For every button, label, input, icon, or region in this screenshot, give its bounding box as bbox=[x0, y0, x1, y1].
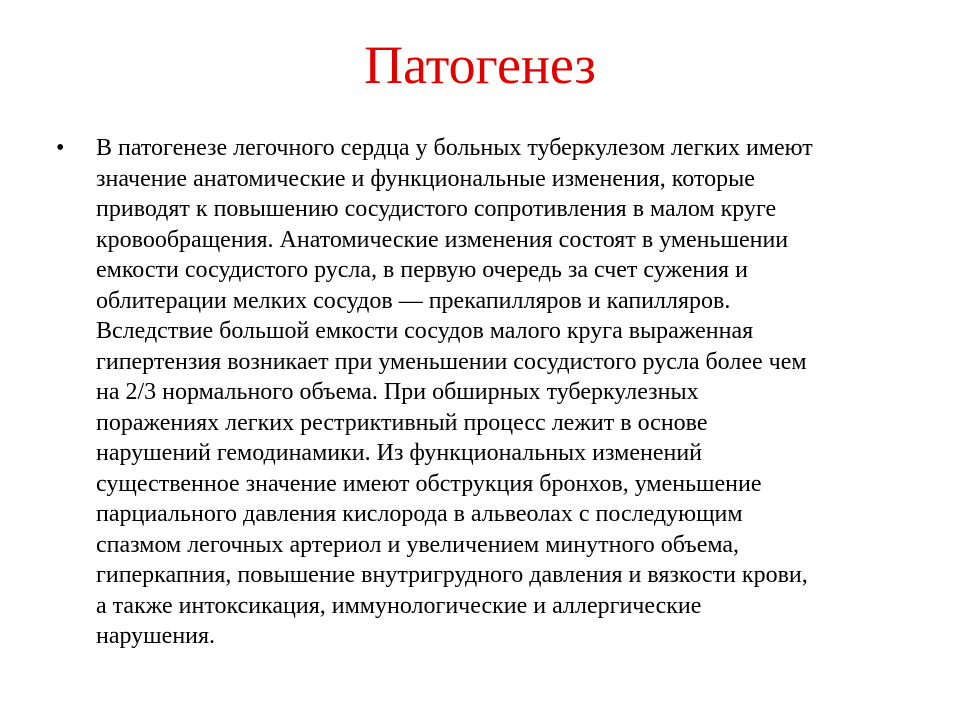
bullet-item bbox=[56, 133, 896, 652]
paragraph-line: приводят к повышению сосудистого сопротивления в малом круге bbox=[96, 196, 777, 222]
paragraph-line: на 2/3 нормального объема. При обширных туберкулезных bbox=[96, 379, 699, 405]
paragraph-line: облитерации мелких сосудов — прекапилляров и капилляров. bbox=[96, 287, 731, 314]
slide-content bbox=[56, 133, 896, 652]
paragraph-line: В патогенезе легочного сердца у больных туберкулезом легких имеют bbox=[96, 135, 813, 161]
paragraph-line: нарушений гемодинамики. Из функциональных изменений bbox=[96, 440, 703, 466]
paragraph-line: спазмом легочных артериол и увеличением минутного объема, bbox=[96, 531, 740, 558]
paragraph-line: емкости сосудистого русла, в первую очередь за счет сужения и bbox=[96, 257, 748, 283]
bullet-paragraph bbox=[96, 133, 896, 652]
paragraph-line: существенное значение имеют обструкция бронхов, уменьшение bbox=[96, 470, 762, 497]
bullet-icon: • bbox=[56, 135, 65, 161]
paragraph-line: поражениях легких рестриктивный процесс лежит в основе bbox=[96, 409, 708, 436]
paragraph-line: нарушения. bbox=[96, 623, 216, 649]
paragraph-line: гиперкапния, повышение внутригрудного давления и вязкости крови, bbox=[96, 562, 808, 588]
paragraph-line: значение анатомические и функциональные изменения, которые bbox=[96, 165, 755, 192]
paragraph-line: гипертензия возникает при уменьшении сосудистого русла более чем bbox=[96, 348, 807, 375]
paragraph-line: кровообращения. Анатомические изменения состоят в уменьшении bbox=[96, 226, 789, 253]
paragraph-line: Вследствие большой емкости сосудов малого круга выраженная bbox=[96, 318, 754, 344]
paragraph-line: а также интоксикация, иммунологические и аллергические bbox=[96, 592, 702, 619]
paragraph-line: парциального давления кислорода в альвеолах с последующим bbox=[96, 501, 743, 527]
slide-title: Патогенез bbox=[364, 35, 596, 95]
